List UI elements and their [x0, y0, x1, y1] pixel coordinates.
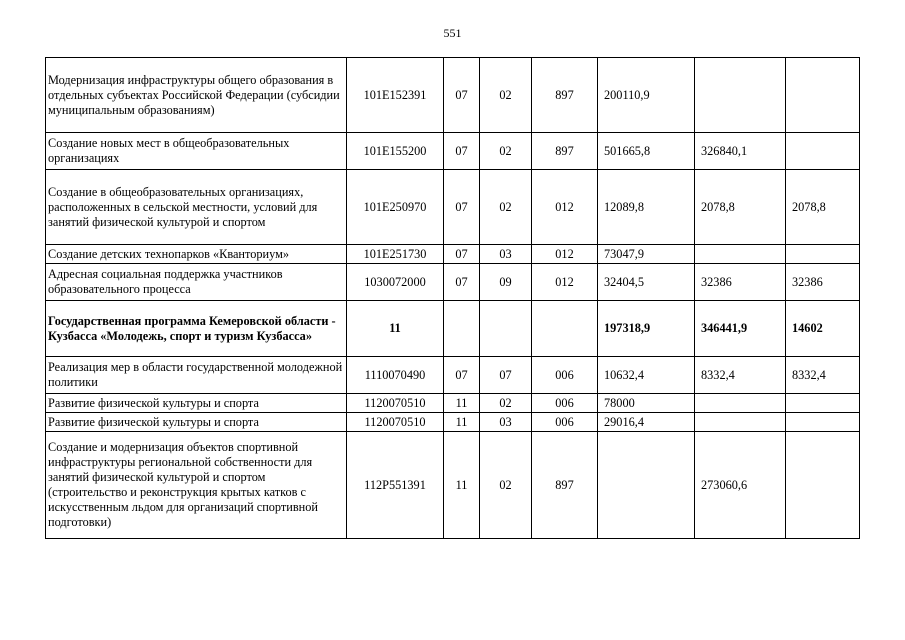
section-code: 07: [444, 245, 480, 264]
subsection-code: 02: [480, 394, 532, 413]
amount-year-2: [695, 58, 786, 133]
row-name: Создание в общеобразовательных организациях, расположенных в сельской местности, условий для занятий физической культурой и спортом: [46, 170, 347, 245]
budget-table: [45, 57, 860, 539]
row-name: Реализация мер в области государственной молодежной политики: [46, 357, 347, 394]
expense-type-code: 897: [532, 432, 598, 539]
expense-type-code: 897: [532, 58, 598, 133]
amount-year-2: 8332,4: [695, 357, 786, 394]
section-code: 11: [444, 394, 480, 413]
subsection-code: 02: [480, 432, 532, 539]
target-code: 112Р551391: [347, 432, 444, 539]
row-name: Государственная программа Кемеровской области - Кузбасса «Молодежь, спорт и туризм Кузбасса»: [46, 301, 347, 357]
amount-year-3: 14602: [786, 301, 860, 357]
amount-year-2: [695, 245, 786, 264]
amount-year-1: 29016,4: [598, 413, 695, 432]
amount-year-3: 8332,4: [786, 357, 860, 394]
target-code: 1110070490: [347, 357, 444, 394]
amount-year-1: 78000: [598, 394, 695, 413]
subsection-code: 02: [480, 133, 532, 170]
amount-year-3: [786, 413, 860, 432]
section-code: 11: [444, 432, 480, 539]
section-code: 11: [444, 413, 480, 432]
section-code: 07: [444, 133, 480, 170]
amount-year-1: 73047,9: [598, 245, 695, 264]
amount-year-2: 2078,8: [695, 170, 786, 245]
section-code: [444, 301, 480, 357]
amount-year-3: 32386: [786, 264, 860, 301]
table-row: [46, 413, 860, 432]
expense-type-code: 897: [532, 133, 598, 170]
subsection-code: 09: [480, 264, 532, 301]
table-row: [46, 264, 860, 301]
table-row: [46, 394, 860, 413]
amount-year-3: [786, 394, 860, 413]
amount-year-2: 346441,9: [695, 301, 786, 357]
amount-year-1: 501665,8: [598, 133, 695, 170]
amount-year-2: 326840,1: [695, 133, 786, 170]
target-code: 1120070510: [347, 413, 444, 432]
expense-type-code: 006: [532, 413, 598, 432]
target-code: 1120070510: [347, 394, 444, 413]
target-code: 101Е152391: [347, 58, 444, 133]
expense-type-code: 012: [532, 245, 598, 264]
amount-year-1: 197318,9: [598, 301, 695, 357]
section-code: 07: [444, 170, 480, 245]
expense-type-code: 006: [532, 394, 598, 413]
amount-year-3: [786, 432, 860, 539]
subsection-code: 02: [480, 58, 532, 133]
subsection-code: 07: [480, 357, 532, 394]
amount-year-1: 10632,4: [598, 357, 695, 394]
amount-year-1: [598, 432, 695, 539]
amount-year-1: 32404,5: [598, 264, 695, 301]
expense-type-code: 006: [532, 357, 598, 394]
amount-year-3: [786, 133, 860, 170]
section-code: 07: [444, 357, 480, 394]
row-name: Создание и модернизация объектов спортивной инфраструктуры региональной собственности для занятий физической культурой и спортом (строительство и реконструкция крытых катков с искусственным льдом для организаций спортивной подготовки): [46, 432, 347, 539]
expense-type-code: [532, 301, 598, 357]
row-name: Адресная социальная поддержка участников образовательного процесса: [46, 264, 347, 301]
amount-year-2: 273060,6: [695, 432, 786, 539]
row-name: Создание новых мест в общеобразовательных организациях: [46, 133, 347, 170]
subsection-code: 02: [480, 170, 532, 245]
table-row: [46, 133, 860, 170]
target-code: 11: [347, 301, 444, 357]
table-row: [46, 301, 860, 357]
subsection-code: 03: [480, 413, 532, 432]
expense-type-code: 012: [532, 170, 598, 245]
subsection-code: [480, 301, 532, 357]
amount-year-3: [786, 58, 860, 133]
row-name: Модернизация инфраструктуры общего образования в отдельных субъектах Российской Федерации (субсидии муниципальным образованиям): [46, 58, 347, 133]
table-row: [46, 245, 860, 264]
amount-year-2: [695, 413, 786, 432]
row-name: Создание детских технопарков «Кванториум»: [46, 245, 347, 264]
row-name: Развитие физической культуры и спорта: [46, 394, 347, 413]
amount-year-3: 2078,8: [786, 170, 860, 245]
section-code: 07: [444, 264, 480, 301]
subsection-code: 03: [480, 245, 532, 264]
target-code: 1030072000: [347, 264, 444, 301]
target-code: 101Е250970: [347, 170, 444, 245]
amount-year-1: 12089,8: [598, 170, 695, 245]
section-code: 07: [444, 58, 480, 133]
page-number: 551: [443, 26, 462, 40]
amount-year-1: 200110,9: [598, 58, 695, 133]
amount-year-2: [695, 394, 786, 413]
expense-type-code: 012: [532, 264, 598, 301]
amount-year-3: [786, 245, 860, 264]
table-row: [46, 432, 860, 539]
row-name: Развитие физической культуры и спорта: [46, 413, 347, 432]
amount-year-2: 32386: [695, 264, 786, 301]
target-code: 101Е251730: [347, 245, 444, 264]
table-row: [46, 357, 860, 394]
target-code: 101Е155200: [347, 133, 444, 170]
table-row: [46, 58, 860, 133]
table-row: [46, 170, 860, 245]
